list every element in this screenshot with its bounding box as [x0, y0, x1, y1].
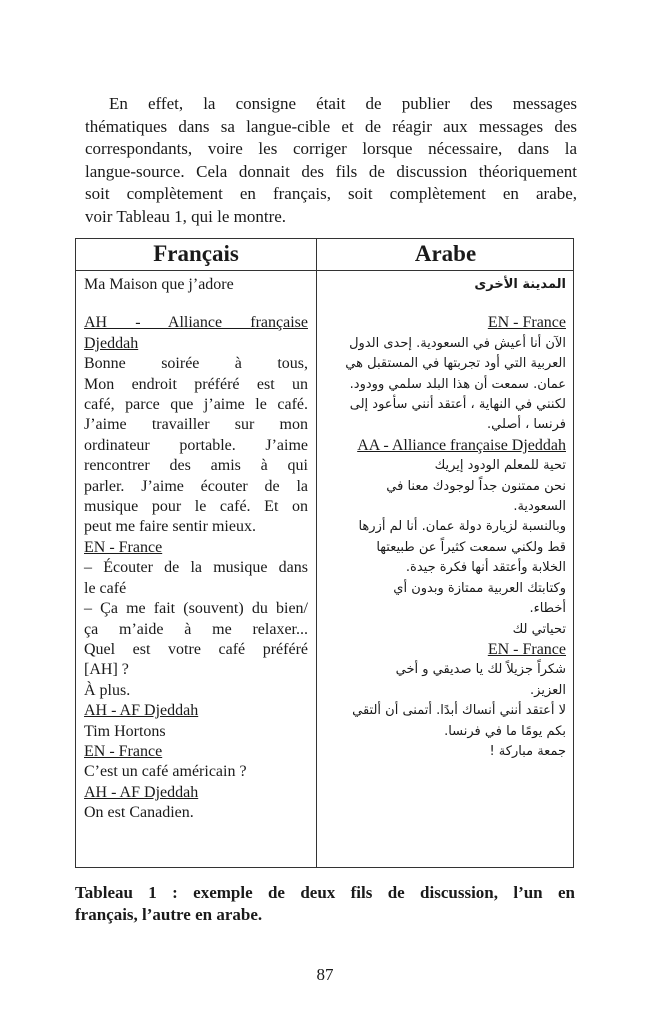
- message-line: لكنني في النهاية ، أعتقد أنني سأعود إلى: [349, 397, 566, 413]
- message-line: شكراً جزيلاً لك يا صديقي و أخي: [395, 662, 566, 678]
- message-line: J’aime travailler sur mon: [84, 416, 308, 434]
- message-line: café, parce que j’aime le café.: [84, 396, 308, 414]
- message-line: musique pour le café. Et on: [84, 498, 308, 516]
- message-line: العربية التي أود تجربتها في المستقبل هي: [345, 356, 566, 372]
- paragraph-line: voir Tableau 1, qui le montre.: [85, 206, 287, 226]
- message-line: تحية للمعلم الودود إيريك: [434, 458, 566, 474]
- message-line: On est Canadien.: [84, 804, 194, 822]
- message-line: Bonne soirée à tous,: [84, 355, 308, 373]
- author-line: AH - AF Djeddah: [84, 702, 199, 720]
- message-line: ça m’aide à me relaxer...: [84, 620, 308, 638]
- message-line: – Écouter de la musique dans: [84, 559, 308, 577]
- arabic-thread: [326, 275, 566, 762]
- author-line: EN - France: [487, 640, 566, 658]
- page-number: 87: [316, 965, 334, 984]
- message-line: بكم يومًا ما في فرنسا.: [444, 723, 566, 739]
- column-divider: [316, 239, 317, 867]
- message-line: تحياتي لك: [512, 621, 566, 637]
- message-line: الآن أنا أعيش في السعودية. إحدى الدول: [349, 335, 566, 351]
- message-line: parler. J’aime écouter de la: [84, 477, 308, 495]
- message-line: le café: [84, 579, 127, 597]
- line-gap: [84, 295, 308, 313]
- message-line: فرنسا ، أصلي.: [487, 417, 566, 433]
- table-caption: [75, 882, 575, 926]
- french-thread: [84, 275, 308, 824]
- message-line: Mon endroit préféré est un: [84, 375, 308, 393]
- message-line: Ma Maison que j’adore: [84, 276, 234, 293]
- header-divider: [76, 270, 573, 271]
- author-line: AH - Alliance française: [84, 314, 308, 332]
- column-header-arabic: Arabe: [414, 241, 477, 266]
- caption-line: Tableau 1 : exemple de deux fils de discussion, l’un en: [75, 883, 575, 902]
- discussion-table: [75, 238, 574, 868]
- message-line: أخطاء.: [529, 601, 566, 617]
- author-line: Djeddah: [84, 334, 139, 352]
- author-line: EN - France: [84, 742, 163, 760]
- paragraph-line: correspondants, voire les corriger lorsque nécessaire, dans la: [85, 139, 577, 159]
- message-line: peut me faire sentir mieux.: [84, 518, 256, 536]
- author-line: EN - France: [487, 314, 566, 332]
- paragraph-line: thématiques dans sa langue-cible et de réagir aux messages des: [85, 116, 577, 136]
- line-gap: [326, 295, 566, 313]
- message-line: وبالنسبة لزيارة دولة عمان. أنا لم أزرها: [358, 519, 566, 535]
- message-line: ordinateur portable. J’aime: [84, 436, 308, 454]
- message-line: À plus.: [84, 681, 131, 699]
- column-header-french: Français: [153, 241, 239, 266]
- message-line: – Ça me fait (souvent) du bien/: [84, 600, 308, 618]
- paragraph-line: soit complètement en français, soit complètement en arabe,: [85, 184, 577, 204]
- message-line: الخلابة وأعتقد أنها فكرة جيدة.: [405, 560, 566, 576]
- message-line: العزيز.: [530, 682, 566, 698]
- author-line: AH - AF Djeddah: [84, 783, 199, 801]
- message-line: السعودية.: [513, 499, 566, 515]
- caption-line: français, l’autre en arabe.: [75, 905, 263, 924]
- message-line: [AH] ?: [84, 661, 129, 679]
- message-line: Tim Hortons: [84, 722, 166, 740]
- message-line: وكتابتك العربية ممتازة وبدون أي: [393, 580, 566, 596]
- author-line: EN - France: [84, 538, 163, 556]
- message-line: عمان. سمعت أن هذا البلد سلمي وودود.: [349, 376, 566, 392]
- message-line: المدينة الأخرى: [474, 277, 566, 292]
- message-line: C’est un café américain ?: [84, 763, 247, 781]
- author-line: AA - Alliance française Djeddah: [357, 436, 566, 454]
- message-line: جمعة مباركة !: [489, 743, 566, 759]
- message-line: قط ولكني سمعت كثيراً عن طبيعتها: [376, 539, 566, 555]
- body-paragraph: [85, 93, 577, 229]
- message-line: نحن ممتنون جداً لوجودك معنا في: [386, 478, 566, 494]
- paragraph-line: langue-source. Cela donnait des fils de discussion théoriquement: [85, 161, 577, 181]
- message-line: Quel est votre café préféré: [84, 640, 308, 658]
- message-line: rencontrer des amis à qui: [84, 457, 308, 475]
- paragraph-line: En effet, la consigne était de publier des messages: [109, 94, 577, 113]
- message-line: لا أعتقد أنني أنساك أبدًا. أتمنى أن ألتقي: [352, 703, 566, 719]
